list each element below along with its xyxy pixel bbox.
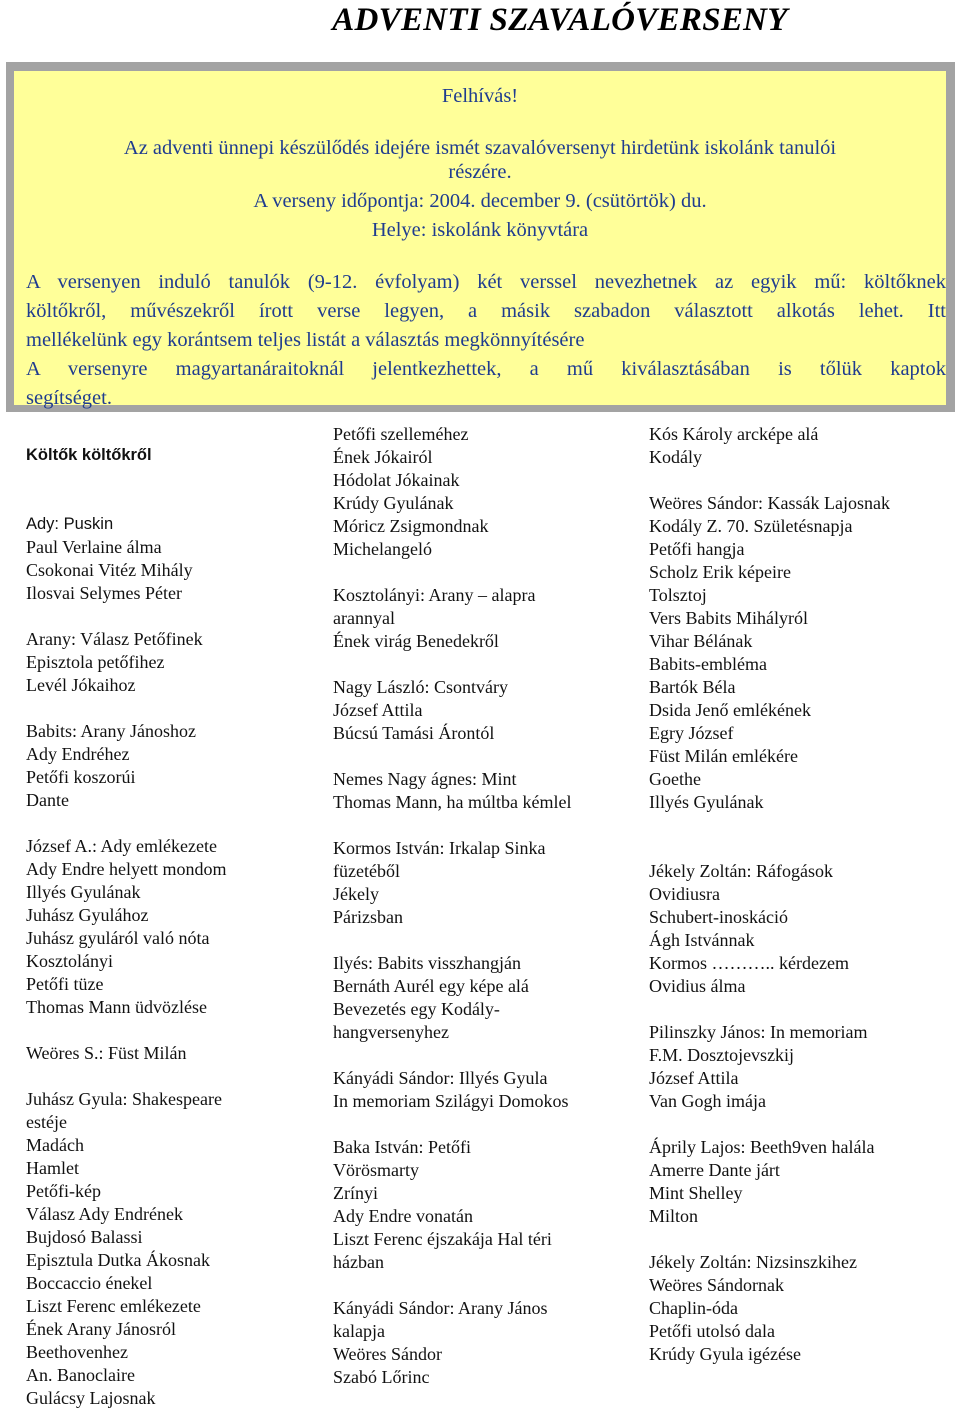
notice-body-line: mellékelünk egy korántsem teljes listát a választás megkönnyítésére [26, 329, 585, 351]
poem-list-item: Füst Milán emlékére [649, 746, 798, 766]
poem-list-item: József Attila [333, 700, 423, 720]
poem-list-item: Bevezetés egy Kodály- [333, 999, 500, 1019]
poem-list-item: Schubert-inoskáció [649, 907, 788, 927]
poem-list-item: Babits: Arany Jánoshoz [26, 721, 196, 741]
poem-list-item [649, 1113, 890, 1136]
notice-body-line: segítséget. [26, 387, 112, 409]
poem-list-item: Krúdy Gyulának [333, 493, 454, 513]
poem-list-item: Beethovenhez [26, 1342, 128, 1362]
poem-list-item: Kosztolányi: Arany – alapra [333, 585, 536, 605]
poem-list-item: Dsida Jenő emlékének [649, 700, 811, 720]
notice-body-line: költőkről, művészekről írott verse legyen, a másik szabadon választott alkotás lehet. Itt [26, 300, 946, 322]
notice-intro-line: részére. [448, 161, 512, 183]
poem-list-item [26, 697, 226, 720]
poem-list-item [649, 469, 890, 492]
page-title: ADVENTI SZAVALÓVERSENY [332, 2, 788, 38]
poem-list-item: Juhász gyuláról való nóta [26, 928, 210, 948]
poem-list-item [26, 421, 226, 444]
poem-list-item: Kosztolányi [26, 951, 113, 971]
poem-list-item [649, 837, 890, 860]
poem-list-item: Liszt Ferenc éjszakája Hal téri [333, 1229, 552, 1249]
poem-list-item: Petőfi tüze [26, 974, 104, 994]
notice-body-line: A versenyen induló tanulók (9-12. évfolyam) két verssel nevezhetnek az egyik mű: költőknek [26, 271, 946, 293]
poem-list-item: Bujdosó Balassi [26, 1227, 143, 1247]
notice-place: Helye: iskolánk könyvtára [371, 219, 589, 241]
poem-list-item: Ady: Puskin [26, 515, 114, 533]
poem-list-item [333, 1113, 571, 1136]
poem-list-item: Válasz Ady Endrének [26, 1204, 183, 1224]
poem-list-item: Jékely [333, 884, 379, 904]
poem-list-item: Juhász Gyula: Shakespeare [26, 1089, 222, 1109]
poem-list-item [26, 605, 226, 628]
poem-list-item: Krúdy Gyula igézése [649, 1344, 801, 1364]
poem-list-item: Baka István: Petőfi [333, 1137, 471, 1157]
poem-list-item: Liszt Ferenc emlékezete [26, 1296, 201, 1316]
poem-list-item: Kányádi Sándor: Illyés Gyula [333, 1068, 548, 1088]
poem-list-item: füzetéből [333, 861, 400, 881]
poem-list-item: Áprily Lajos: Beeth9ven halála [649, 1137, 875, 1157]
poem-list-item: Petőfi utolsó dala [649, 1321, 775, 1341]
poem-list-item: hangversenyhez [333, 1022, 449, 1042]
poem-list-item: Bartók Béla [649, 677, 736, 697]
poem-list-item: Egry József [649, 723, 734, 743]
poem-list-item: Jékely Zoltán: Nizsinszkihez [649, 1252, 857, 1272]
poem-list-item: Chaplin-óda [649, 1298, 738, 1318]
poem-list-item: Tolsztoj [649, 585, 707, 605]
poem-list-item: Hódolat Jókainak [333, 470, 460, 490]
poem-list-item [333, 814, 571, 837]
poem-list-item: estéje [26, 1112, 67, 1132]
poem-list-column-2 [333, 423, 571, 1389]
poem-list-item: Vihar Bélának [649, 631, 753, 651]
poem-list-item: Michelangeló [333, 539, 432, 559]
poem-list-item [26, 490, 226, 513]
poem-list-item: Paul Verlaine álma [26, 537, 162, 557]
poem-list-item: Mint Shelley [649, 1183, 743, 1203]
poem-list-item: Párizsban [333, 907, 403, 927]
poem-list-item: Illyés Gyulának [26, 882, 141, 902]
poem-list-item: Thomas Mann, ha múltba kémlel [333, 792, 572, 812]
poem-list-item: Ilyés: Babits visszhangján [333, 953, 521, 973]
poem-list-item: Móricz Zsigmondnak [333, 516, 489, 536]
poem-list-item: Madách [26, 1135, 84, 1155]
poem-list-item: József Attila [649, 1068, 739, 1088]
poem-list-item: Jékely Zoltán: Ráfogások [649, 861, 833, 881]
poem-list-item: In memoriam Szilágyi Domokos [333, 1091, 569, 1111]
poem-list-item: Ének Jókairól [333, 447, 433, 467]
poem-list-item: Hamlet [26, 1158, 79, 1178]
poem-list-item: Milton [649, 1206, 699, 1226]
poem-list-item: Boccaccio énekel [26, 1273, 153, 1293]
poem-list-item: Ilosvai Selymes Péter [26, 583, 182, 603]
poem-list-item: Ady Endréhez [26, 744, 130, 764]
poem-list-item: Zrínyi [333, 1183, 378, 1203]
poem-list-item: Goethe [649, 769, 701, 789]
poem-list-item: Weöres Sándornak [649, 1275, 785, 1295]
poem-list-item [333, 745, 571, 768]
poem-list-item: Ovidiusra [649, 884, 720, 904]
poem-list-item: Scholz Erik képeire [649, 562, 791, 582]
poem-list-item: József A.: Ady emlékezete [26, 836, 217, 856]
poem-list-item: Babits-embléma [649, 654, 767, 674]
poem-list-item: kalapja [333, 1321, 385, 1341]
poem-list-item: Thomas Mann üdvözlése [26, 997, 207, 1017]
poem-list-item: Weöres Sándor: Kassák Lajosnak [649, 493, 890, 513]
poem-list-item: Arany: Válasz Petőfinek [26, 629, 203, 649]
notice-intro-line: Az adventi ünnepi készülődés idejére ismét szavalóversenyt hirdetünk iskolánk tanulói [123, 137, 837, 159]
poem-list-item: Weöres Sándor [333, 1344, 443, 1364]
poem-list-item: Amerre Dante járt [649, 1160, 780, 1180]
poem-list-item: Vers Babits Mihályról [649, 608, 808, 628]
poem-list-item: Nemes Nagy ágnes: Mint [333, 769, 517, 789]
poem-list-item: Bernáth Aurél egy képe alá [333, 976, 529, 996]
poem-list-item: Ének Arany Jánosról [26, 1319, 176, 1339]
notice-body-line: A versenyre magyartanáraitoknál jelentkezhettek, a mű kiválasztásában is tőlük kaptok [26, 358, 946, 380]
poem-list-item: Vörösmarty [333, 1160, 419, 1180]
notice-heading: Felhívás! [441, 85, 519, 107]
poem-list-item [26, 1019, 226, 1042]
poem-list-item: Weöres S.: Füst Milán [26, 1043, 187, 1063]
poem-list-item: Juhász Gyulához [26, 905, 149, 925]
poem-list-item [649, 814, 890, 837]
poem-list-item: Petőfi szelleméhez [333, 424, 469, 444]
poem-list-item: Nagy László: Csontváry [333, 677, 508, 697]
poem-list-item: Ovidius álma [649, 976, 746, 996]
notice-date: A verseny időpontja: 2004. december 9. (csütörtök) du. [253, 190, 707, 212]
poem-list-item [26, 1065, 226, 1088]
poem-list-item: Petőfi hangja [649, 539, 745, 559]
poem-list-item [649, 1228, 890, 1251]
poem-list-item: Ágh Istvánnak [649, 930, 755, 950]
poem-list-item: Kodály Z. 70. Születésnapja [649, 516, 853, 536]
poem-list-item [333, 653, 571, 676]
poem-list-item: Van Gogh imája [649, 1091, 766, 1111]
poem-list-item: Ének virág Benedekről [333, 631, 499, 651]
poem-list-item [26, 812, 226, 835]
poem-list-column-3 [649, 423, 890, 1366]
poem-list-item [649, 998, 890, 1021]
poem-list-item: Gulácsy Lajosnak [26, 1388, 156, 1408]
poem-list-item: Petőfi-kép [26, 1181, 101, 1201]
poem-list-item: Episztola petőfihez [26, 652, 165, 672]
poem-list-item: Ady Endre helyett mondom [26, 859, 227, 879]
poem-list-item: arannyal [333, 608, 395, 628]
poem-list-item [26, 467, 226, 490]
notice-body [26, 268, 946, 413]
poem-list-item: Csokonai Vitéz Mihály [26, 560, 193, 580]
notice-box [14, 71, 946, 409]
poem-list-item: Illyés Gyulának [649, 792, 764, 812]
poem-list-item: F.M. Dosztojevszkij [649, 1045, 795, 1065]
section-heading: Költők költőkről [26, 446, 152, 464]
poem-list-item: Petőfi koszorúi [26, 767, 136, 787]
poem-list-item: Levél Jókaihoz [26, 675, 136, 695]
poem-list-item: Ady Endre vonatán [333, 1206, 473, 1226]
poem-list-item: Kormos ……….. kérdezem [649, 953, 849, 973]
poem-list-item: Kós Károly arcképe alá [649, 424, 819, 444]
poem-list-item: Pilinszky János: In memoriam [649, 1022, 868, 1042]
poem-list-item [333, 1274, 571, 1297]
poem-list-item: házban [333, 1252, 384, 1272]
poem-list-item: Kormos István: Irkalap Sinka [333, 838, 546, 858]
poem-list-column-1 [26, 421, 226, 1410]
poem-list-item: Szabó Lőrinc [333, 1367, 430, 1387]
poem-list-item [333, 929, 571, 952]
poem-list-item: Dante [26, 790, 69, 810]
poem-list-item: Kányádi Sándor: Arany János [333, 1298, 548, 1318]
poem-list-item: An. Banoclaire [26, 1365, 135, 1385]
poem-list-item: Kodály [649, 447, 702, 467]
poem-list-item: Búcsú Tamási Árontól [333, 723, 495, 743]
poem-list-item: Episztula Dutka Ákosnak [26, 1250, 210, 1270]
poem-list-item [333, 561, 571, 584]
poem-list-item [333, 1044, 571, 1067]
